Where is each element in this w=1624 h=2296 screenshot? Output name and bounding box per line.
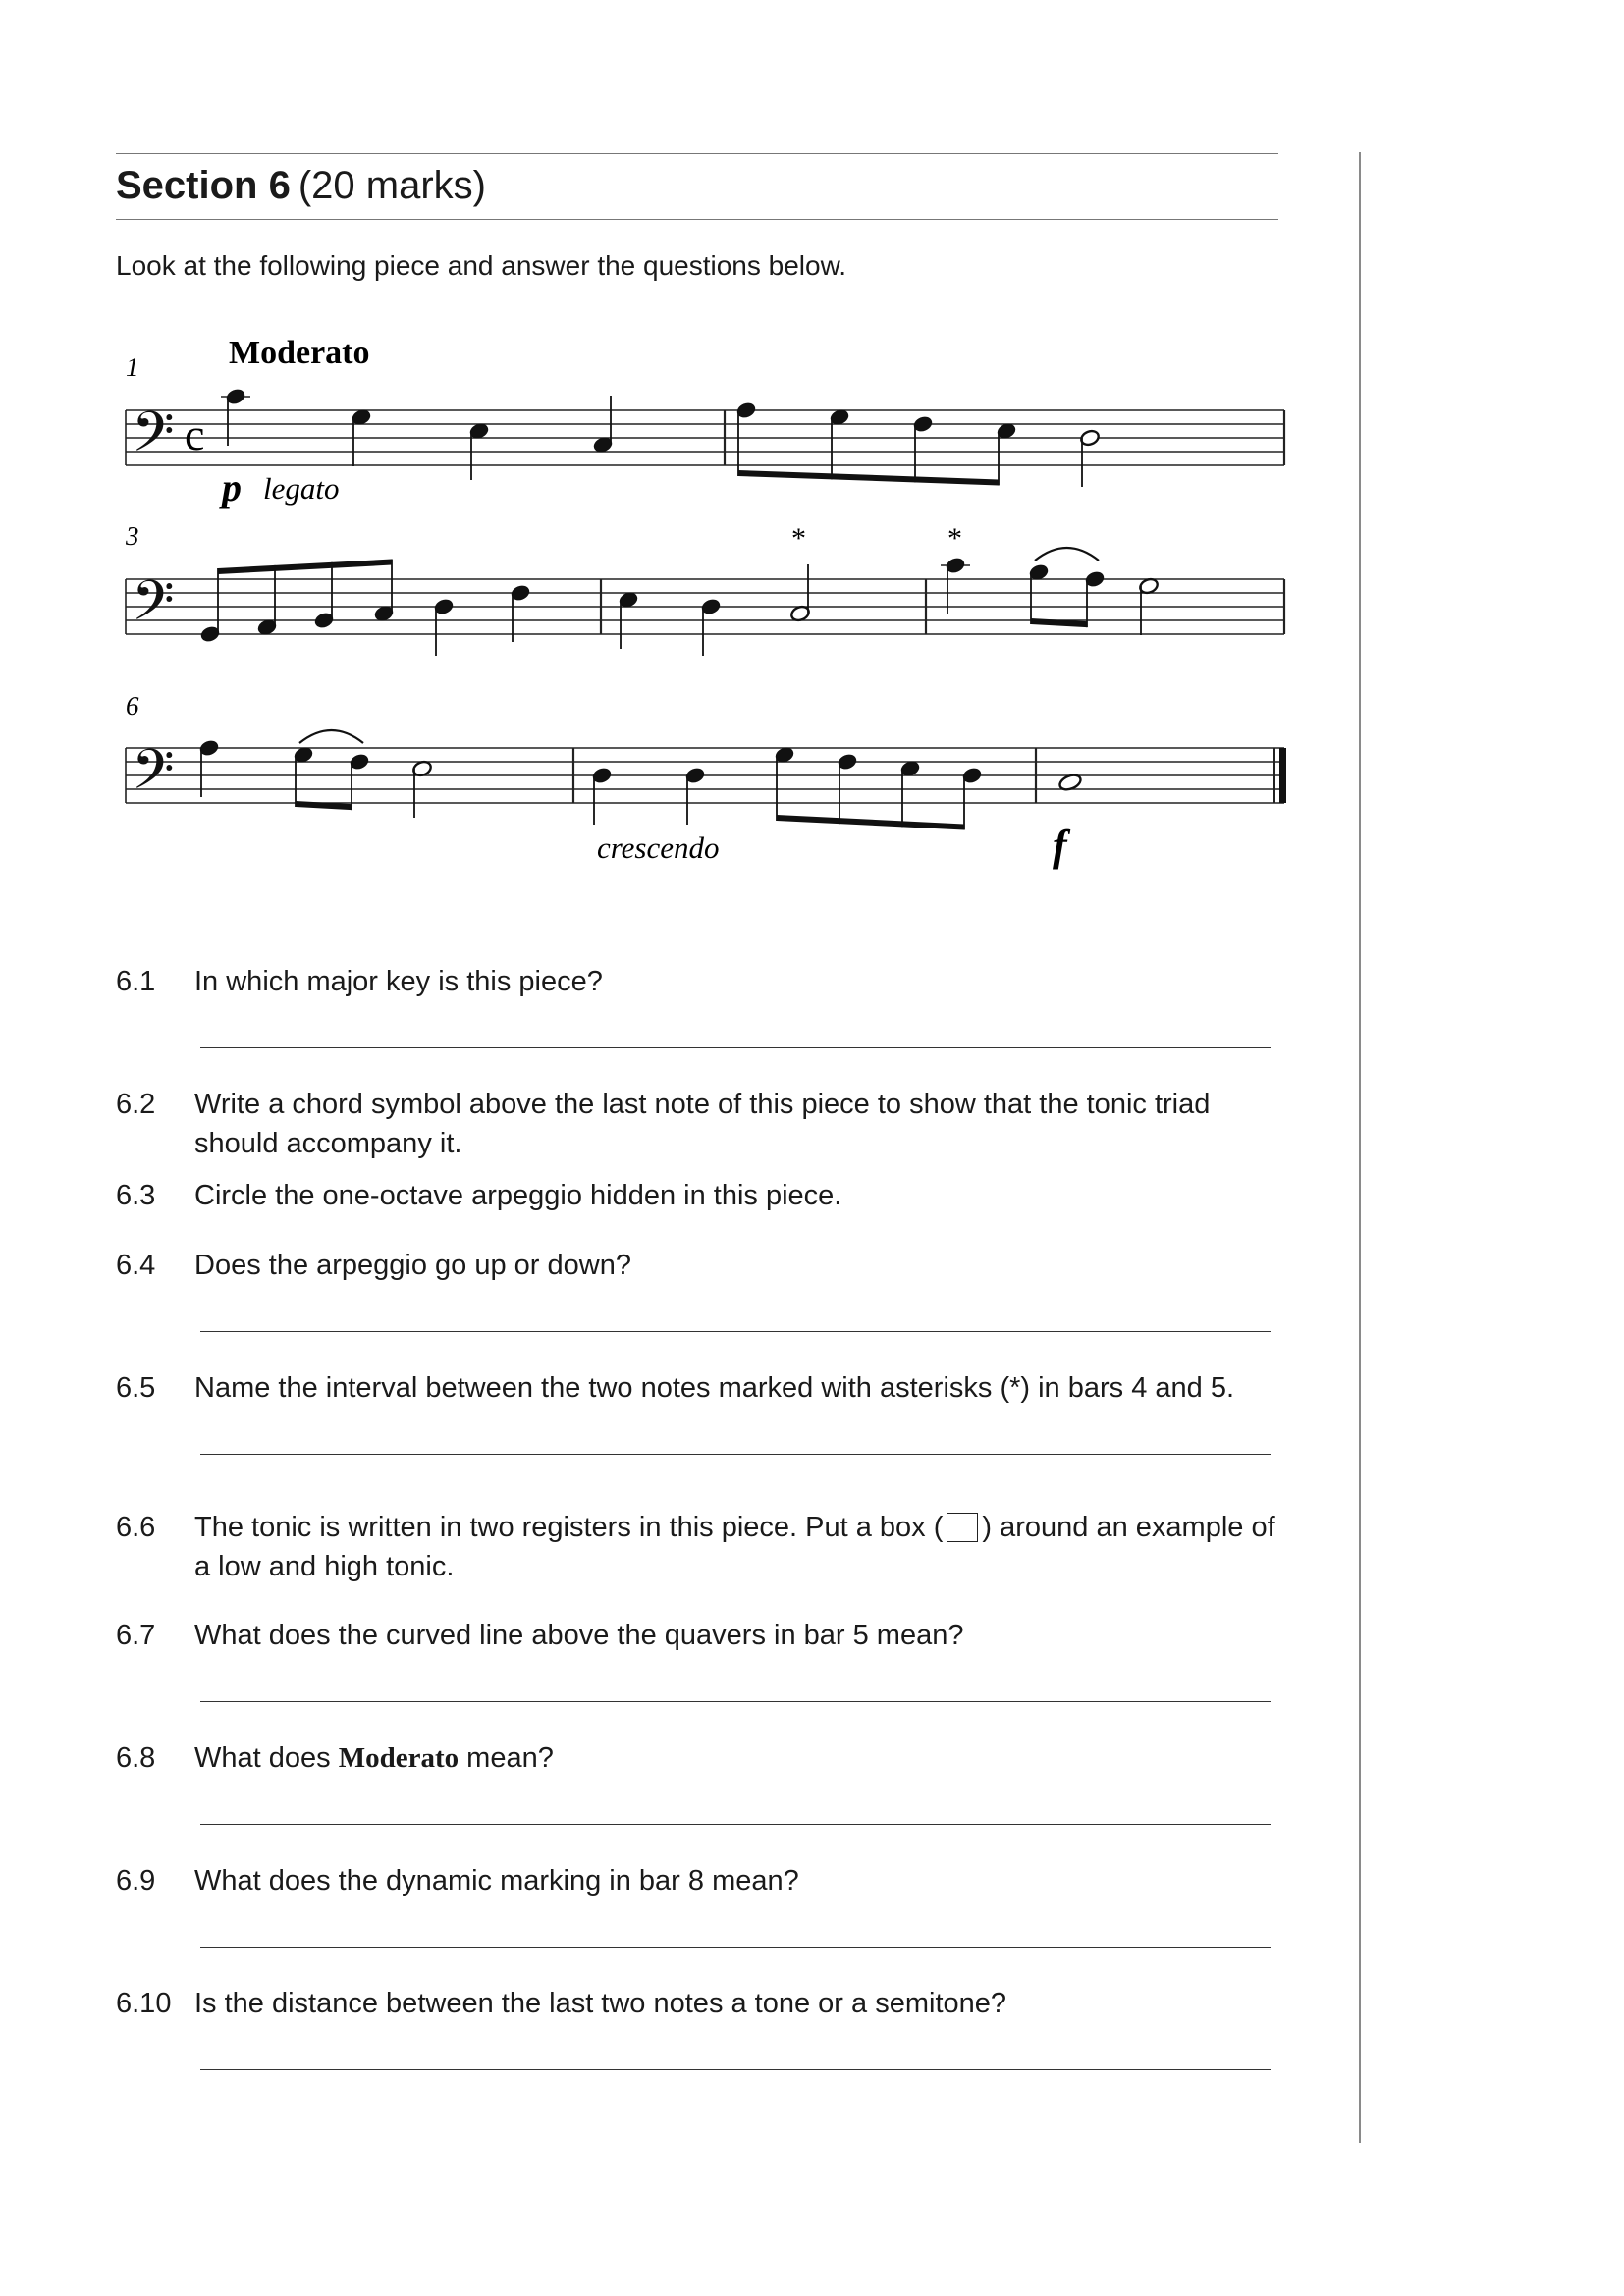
asterisk-bar-4: *	[791, 522, 806, 555]
question-number: 6.8	[116, 1742, 156, 1774]
question-number: 6.6	[116, 1512, 156, 1543]
bar-number-1: 1	[126, 352, 139, 382]
question-number: 6.3	[116, 1180, 156, 1211]
music-score	[0, 0, 1624, 923]
beam	[738, 470, 999, 485]
question-number: 6.2	[116, 1089, 156, 1120]
question-number: 6.5	[116, 1372, 156, 1404]
legato-marking: legato	[263, 471, 340, 506]
answer-line-6-8[interactable]	[200, 1824, 1271, 1825]
crescendo-marking: crescendo	[597, 830, 720, 865]
answer-line-6-10[interactable]	[200, 2069, 1271, 2070]
question-text: Is the distance between the last two notes a tone or a semitone?	[194, 1988, 1007, 2019]
question-text: Circle the one-octave arpeggio hidden in this piece.	[194, 1180, 842, 1211]
question-text-start: The tonic is written in two registers in this piece. Put a box (	[194, 1512, 944, 1543]
question-number: 6.4	[116, 1250, 156, 1281]
slur	[1035, 548, 1099, 561]
section-name: Section 6	[116, 164, 291, 207]
question-number: 6.9	[116, 1865, 156, 1896]
question-text-end: ) around an example of a low and high tonic.	[194, 1512, 1275, 1582]
bar-number-3: 3	[126, 521, 139, 551]
final-barline-thick	[1279, 748, 1286, 803]
moderato-term: Moderato	[338, 1742, 460, 1774]
question-text-end: mean?	[466, 1742, 554, 1774]
slur	[299, 730, 363, 743]
bar-number-6: 6	[126, 691, 139, 721]
dynamic-piano: p	[222, 465, 242, 509]
answer-line-6-4[interactable]	[200, 1331, 1271, 1332]
answer-line-6-9[interactable]	[200, 1947, 1271, 1948]
beam	[218, 560, 392, 574]
question-text: What does the curved line above the quavers in bar 5 mean?	[194, 1620, 964, 1651]
question-text-start: What does	[194, 1742, 331, 1774]
bass-clef-icon: 𝄢	[132, 400, 175, 478]
beam	[777, 815, 964, 829]
question-text	[194, 1508, 1289, 1586]
bass-clef-icon: 𝄢	[132, 738, 175, 816]
question-text	[194, 1738, 1289, 1778]
question-text: In which major key is this piece?	[194, 966, 603, 997]
answer-line-6-1[interactable]	[200, 1047, 1271, 1048]
asterisk-bar-5: *	[947, 522, 962, 555]
dynamic-forte: f	[1053, 822, 1067, 870]
question-text: What does the dynamic marking in bar 8 mean?	[194, 1865, 799, 1896]
question-text: Write a chord symbol above the last note of this piece to show that the tonic triad should accompany it.	[194, 1089, 1211, 1159]
instructions: Look at the following piece and answer the questions below.	[116, 250, 847, 281]
answer-line-6-5[interactable]	[200, 1454, 1271, 1455]
answer-line-6-7[interactable]	[200, 1701, 1271, 1702]
question-number: 6.1	[116, 966, 156, 997]
time-signature: c	[185, 409, 205, 459]
tempo-marking: Moderato	[229, 335, 370, 371]
section-marks: (20 marks)	[298, 164, 486, 207]
staff-systems	[126, 388, 1286, 830]
question-number: 6.10	[116, 1988, 172, 2019]
bass-clef-icon: 𝄢	[132, 569, 175, 647]
question-text: Does the arpeggio go up or down?	[194, 1250, 631, 1281]
question-number: 6.7	[116, 1620, 156, 1651]
box-symbol	[947, 1513, 978, 1542]
question-text: Name the interval between the two notes marked with asterisks (*) in bars 4 and 5.	[194, 1372, 1235, 1404]
